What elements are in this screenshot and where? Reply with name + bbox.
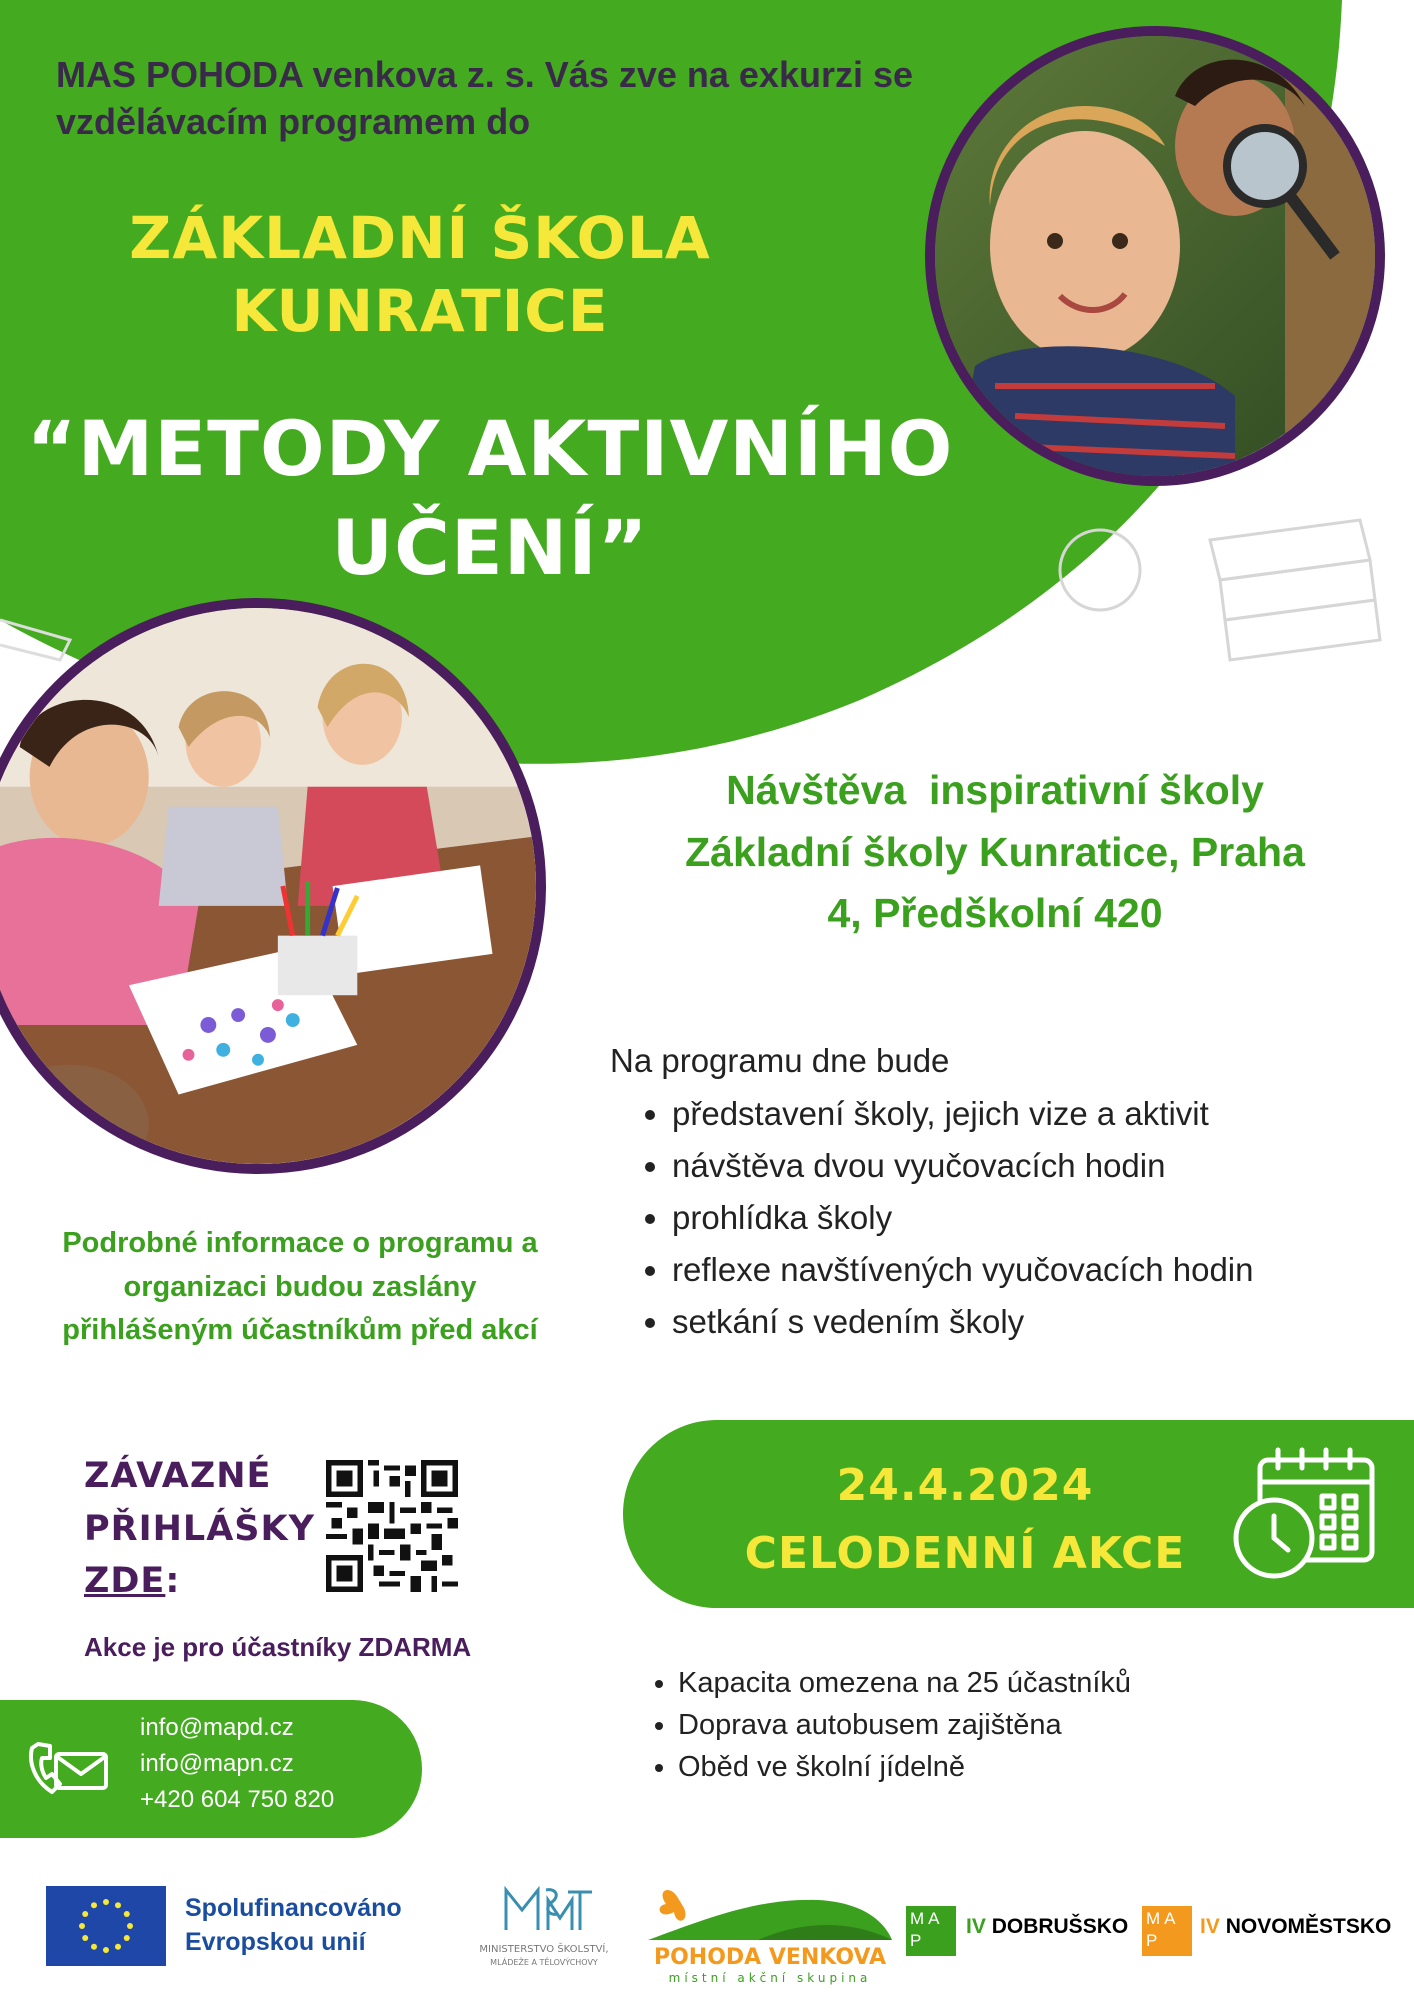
contact-info xyxy=(140,1710,334,1818)
school-name-line2: KUNRATICE xyxy=(231,277,609,346)
eu-star xyxy=(103,1947,109,1953)
eu-star xyxy=(127,1923,133,1929)
event-date xyxy=(680,1452,1250,1588)
registration-colon: : xyxy=(165,1561,181,1601)
eu-line1: Spolufinancováno xyxy=(185,1894,402,1922)
map-iv-label: IV xyxy=(1200,1915,1220,1938)
school-name xyxy=(80,202,760,348)
fact-item: • Oběd ve školní jídelně xyxy=(678,1746,1398,1788)
event-type: CELODENNÍ AKCE xyxy=(744,1528,1186,1580)
contact-email-2[interactable]: info@mapn.cz xyxy=(140,1750,294,1777)
map1-name: DOBRUŠSKO xyxy=(991,1915,1129,1938)
map-novomestsko-logo-box xyxy=(1142,1906,1192,1956)
pohoda-venkova-logo xyxy=(648,1878,892,1986)
eu-star xyxy=(115,1944,121,1950)
photo-classroom-drawing xyxy=(0,598,546,1174)
phone-mail-icon xyxy=(26,1738,110,1800)
visit-line2: Základní školy Kunratice, Praha xyxy=(685,828,1305,875)
contact-phone[interactable]: +420 604 750 820 xyxy=(140,1786,335,1813)
registration-qr-code[interactable] xyxy=(326,1460,458,1592)
map2-name: NOVOMĚSTSKO xyxy=(1225,1915,1392,1938)
invitation-text: MAS POHODA venkova z. s. Vás zve na exkurzi se vzdělávacím programem do xyxy=(56,54,914,142)
registration-line1: ZÁVAZNÉ xyxy=(84,1456,272,1496)
eu-star xyxy=(124,1935,130,1941)
map-box-top: MA xyxy=(910,1909,944,1928)
program-item: • reflexe navštívených vyučovacích hodin xyxy=(672,1244,1412,1296)
registration-link[interactable]: ZDE xyxy=(84,1561,166,1601)
map-box-top: MA xyxy=(1146,1909,1180,1928)
eu-star xyxy=(91,1944,97,1950)
program-title-line1: “METODY AKTIVNÍHO xyxy=(26,404,954,493)
map-iv-label: IV xyxy=(966,1915,986,1938)
eu-line2: Evropskou unií xyxy=(185,1928,366,1956)
eu-star xyxy=(82,1911,88,1917)
msmt-logo xyxy=(456,1880,632,1980)
program-title xyxy=(20,400,960,598)
eu-cofunding-text xyxy=(185,1891,402,1959)
msmt-line1: MINISTERSTVO ŠKOLSTVÍ, xyxy=(479,1944,609,1955)
school-name-line1: ZÁKLADNÍ ŠKOLA xyxy=(129,204,711,272)
event-date-value: 24.4.2024 xyxy=(836,1460,1094,1511)
program-list-title: Na programu dne bude xyxy=(610,1042,950,1079)
doodle-decoration xyxy=(1040,500,1400,700)
visit-description xyxy=(610,760,1380,945)
eu-star xyxy=(91,1902,97,1908)
pohoda-subtitle: místní akční skupina xyxy=(668,1971,872,1985)
program-item: • návštěva dvou vyučovacích hodin xyxy=(672,1140,1412,1192)
map-dobrussko-logo-box xyxy=(906,1906,956,1956)
eu-flag-logo xyxy=(46,1886,166,1966)
msmt-line2: MLÁDEŽE A TĚLOVÝCHOVY xyxy=(490,1958,598,1967)
eu-star xyxy=(124,1911,130,1917)
contact-email-1[interactable]: info@mapd.cz xyxy=(140,1714,294,1741)
registration-label xyxy=(84,1450,324,1608)
program-list xyxy=(612,1088,1412,1348)
map-box-bottom: P xyxy=(910,1931,926,1950)
fact-item: • Doprava autobusem zajištěna xyxy=(678,1704,1398,1746)
program-title-line2: UČENÍ” xyxy=(331,502,649,592)
event-facts-list xyxy=(640,1662,1398,1788)
free-admission-note: Akce je pro účastníky ZDARMA xyxy=(84,1632,472,1662)
program-item: • setkání s vedením školy xyxy=(672,1296,1412,1348)
calendar-clock-icon xyxy=(1230,1446,1378,1586)
map-box-bottom: P xyxy=(1146,1931,1162,1950)
map-novomestsko-name xyxy=(1200,1915,1391,1939)
visit-line3: 4, Předškolní 420 xyxy=(827,890,1163,936)
eu-star xyxy=(103,1899,109,1905)
eu-star xyxy=(115,1902,121,1908)
visit-line1: Návštěva inspirativní školy xyxy=(726,767,1264,813)
fact-item: • Kapacita omezena na 25 účastníků xyxy=(678,1662,1398,1704)
details-note: Podrobné informace o programu a organizaci budou zaslány přihlášeným účastníkům před akcí xyxy=(62,1227,538,1346)
program-item: • představení školy, jejich vize a aktivit xyxy=(672,1088,1412,1140)
map-dobrussko-name xyxy=(966,1915,1128,1939)
pohoda-name: POHODA VENKOVA xyxy=(653,1945,887,1970)
eu-star xyxy=(79,1923,85,1929)
eu-star xyxy=(82,1935,88,1941)
program-item: • prohlídka školy xyxy=(672,1192,1412,1244)
photo-children-magnifier xyxy=(925,26,1385,486)
registration-line2: PŘIHLÁŠKY xyxy=(84,1508,315,1549)
